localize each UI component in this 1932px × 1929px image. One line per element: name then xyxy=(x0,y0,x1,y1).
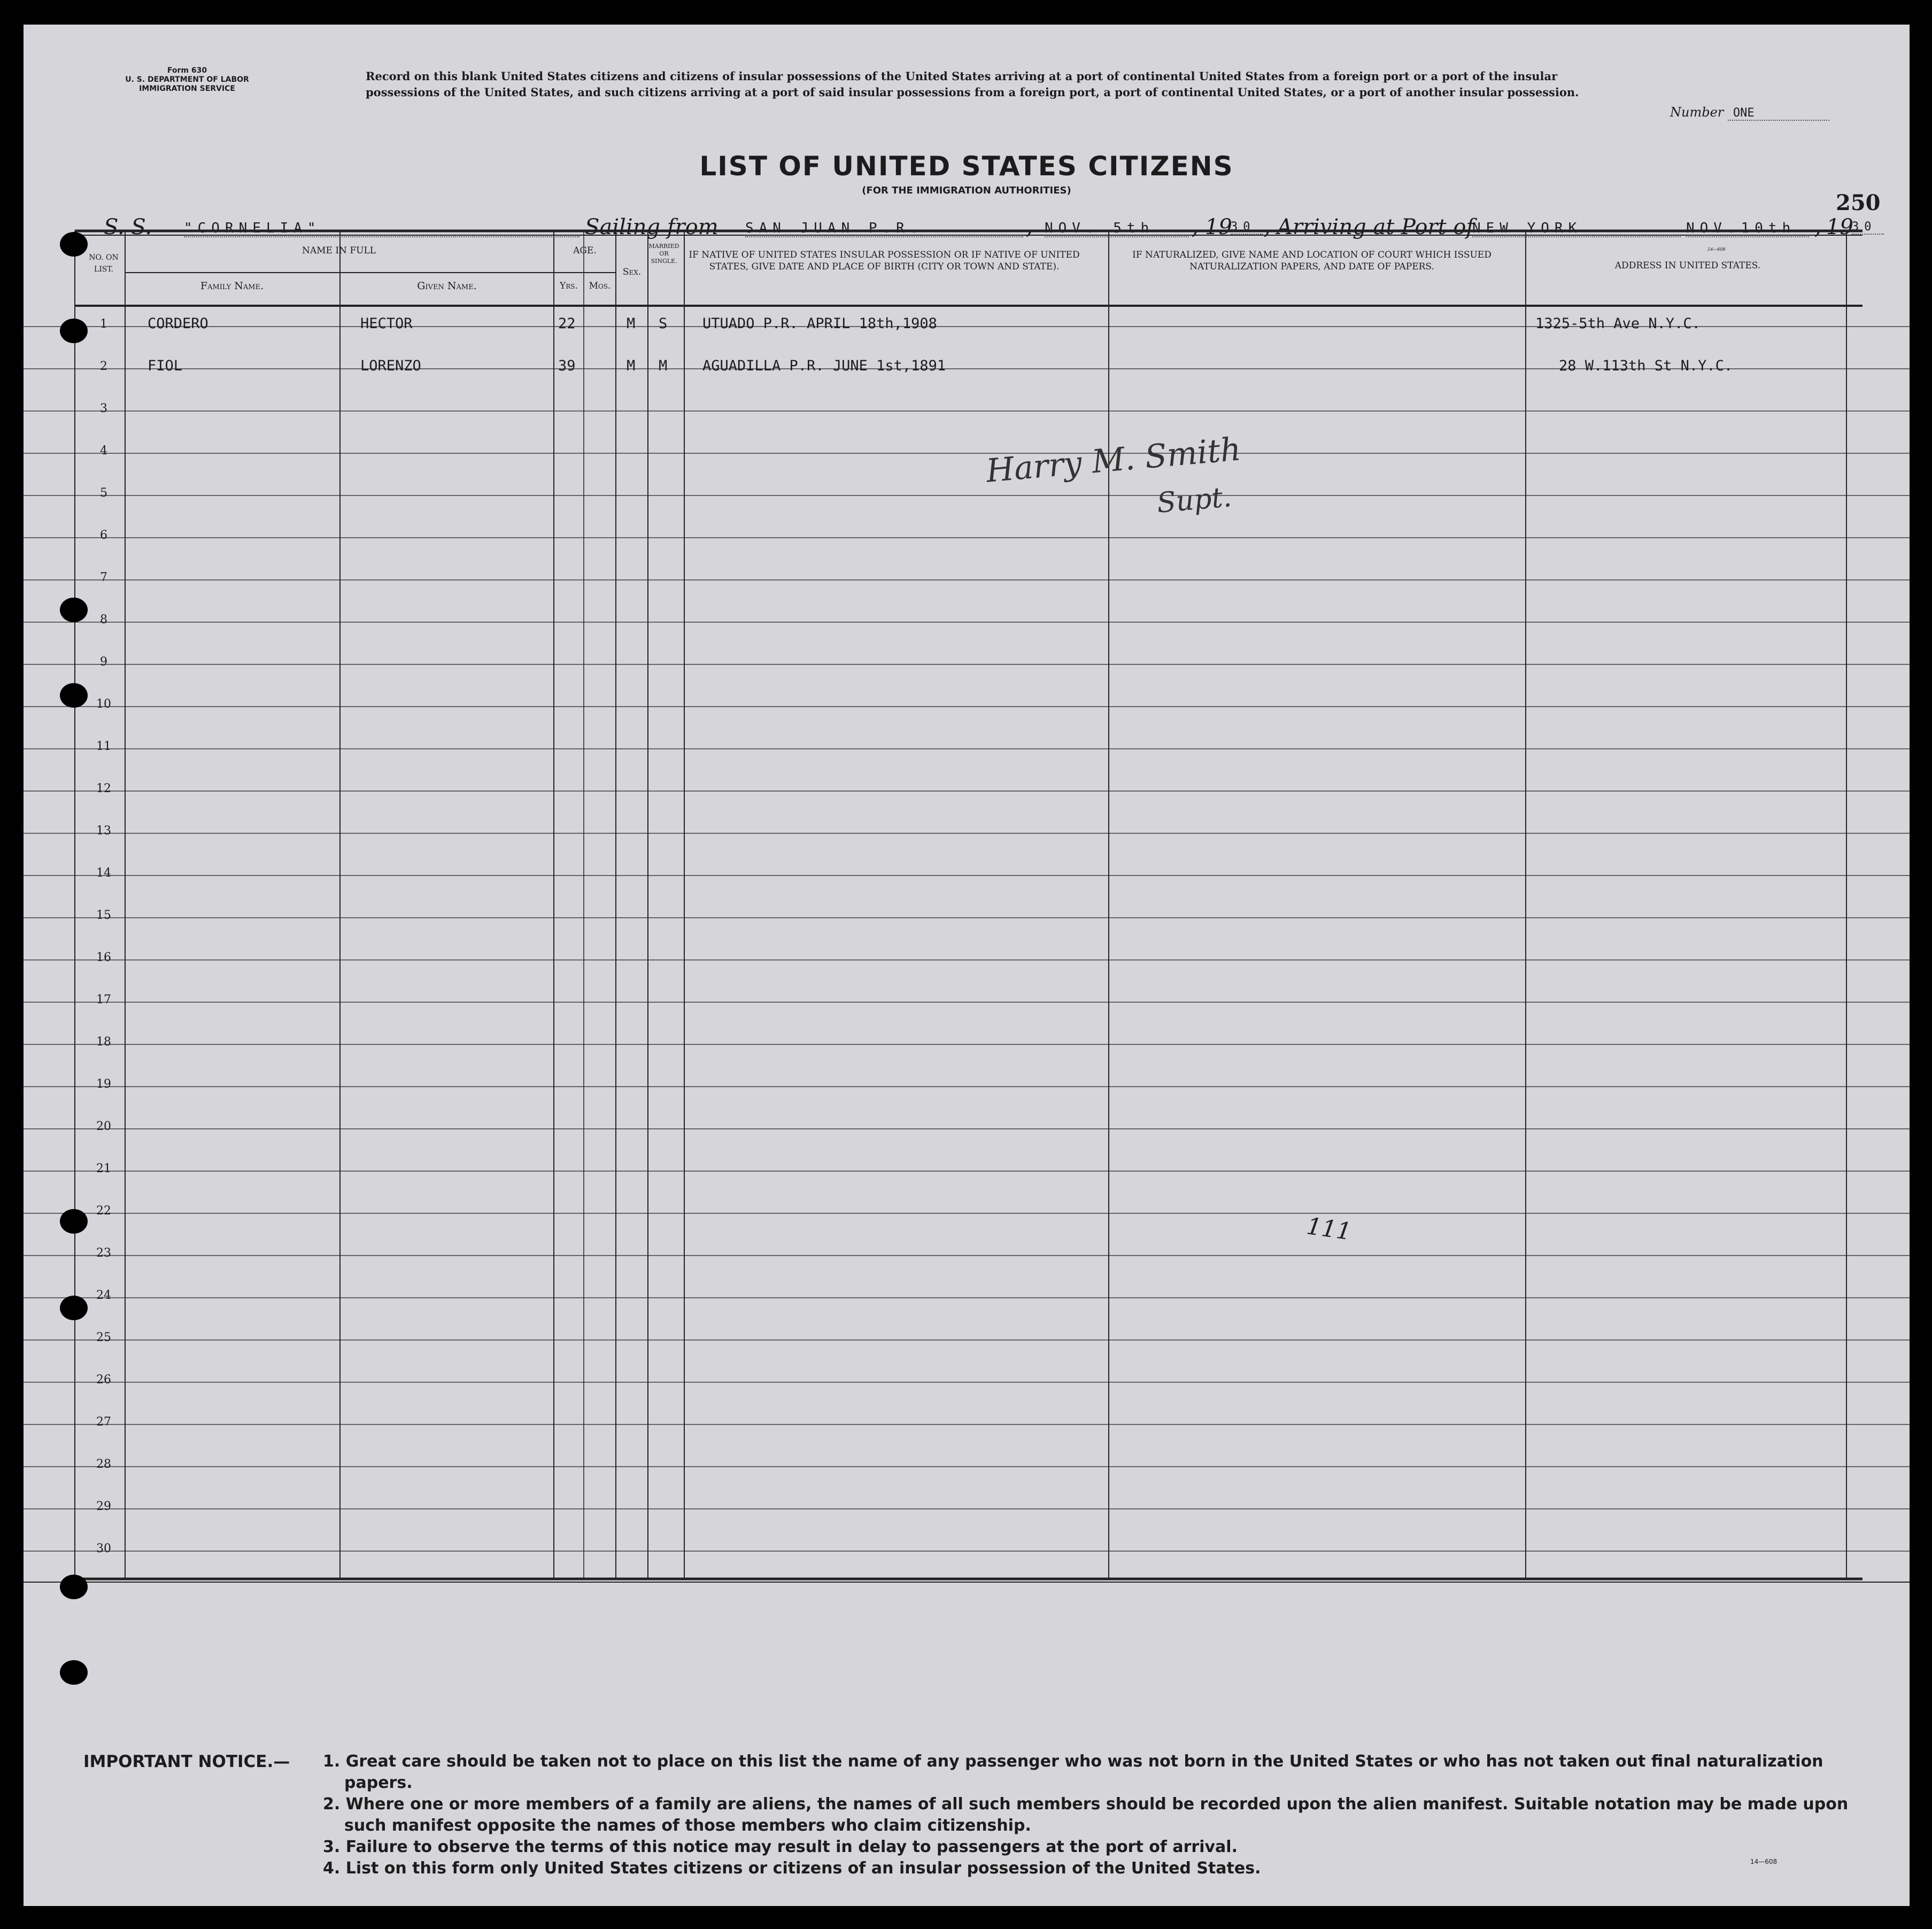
row-number: 18 xyxy=(96,1035,111,1049)
arriving-year: 30 xyxy=(1852,220,1884,235)
notice-label: IMPORTANT NOTICE.— xyxy=(83,1752,290,1771)
row-number: 21 xyxy=(96,1162,111,1175)
notice-item: 2. Where one or more members of a family are aliens, the names of all such members should be recorded upon the alien manifest. Suitable notation may be made upon such manifest opposite the names of those members who claim citizenship. xyxy=(323,1795,1849,1835)
row-number: 26 xyxy=(96,1373,111,1386)
table-grid xyxy=(24,25,1910,1906)
row-number: 29 xyxy=(96,1500,111,1513)
col-given-name: Given Name. xyxy=(417,280,477,292)
col-birth: IF NATIVE OF UNITED STATES INSULAR POSSESSION OR IF NATIVE OF UNITED STATES, GIVE DATE AND PLACE OF BIRTH (CITY OR TOWN AND STATE). xyxy=(689,250,1080,272)
binder-hole xyxy=(60,1660,88,1685)
row-number: 25 xyxy=(96,1331,111,1344)
manifest-sheet xyxy=(24,25,1910,1906)
binder-hole xyxy=(60,598,88,622)
row-number: 6 xyxy=(100,529,107,542)
row-number: 24 xyxy=(96,1289,111,1302)
signature-title: Supt. xyxy=(1155,481,1233,520)
list-number-label: Number xyxy=(1670,105,1724,120)
age-years-cell: 22 xyxy=(558,315,576,332)
row-number: 27 xyxy=(96,1415,111,1429)
service-name: IMMIGRATION SERVICE xyxy=(139,84,235,93)
col-address: ADDRESS IN UNITED STATES. xyxy=(1614,260,1761,271)
row-number: 2 xyxy=(100,360,107,373)
notice-item: 4. List on this form only United States citizens or citizens of an insular possession of the United States. xyxy=(323,1859,1261,1878)
birth-place-cell: UTUADO P.R. APRIL 18th,1908 xyxy=(702,315,937,332)
col-married-single: MARRIED OR SINGLE. xyxy=(648,243,679,265)
form-code: 14—608 xyxy=(1750,1858,1778,1865)
address-cell: 28 W.113th St N.Y.C. xyxy=(1559,358,1733,374)
col-naturalized: IF NATURALIZED, GIVE NAME AND LOCATION OF COURT WHICH ISSUED NATURALIZATION PAPERS, AND DATE OF PAPERS. xyxy=(1132,250,1491,272)
binder-hole xyxy=(60,319,88,343)
row-number: 5 xyxy=(100,486,107,500)
row-number: 19 xyxy=(96,1078,111,1091)
row-number: 1 xyxy=(100,317,107,331)
given-name-cell: HECTOR xyxy=(360,315,413,332)
row-number: 16 xyxy=(96,951,111,964)
row-number: 9 xyxy=(100,655,107,669)
notice-item: 3. Failure to observe the terms of this notice may result in delay to passengers at the port of arrival. xyxy=(323,1838,1238,1856)
sailing-label: Sailing from xyxy=(585,215,718,239)
stamp-number: 111 xyxy=(1304,1212,1354,1246)
form-number: Form 630 xyxy=(167,66,207,75)
notice-item: 1. Great care should be taken not to place on this list the name of any passenger who was not born in the United States or who has not taken out final naturalization papers. xyxy=(323,1752,1823,1792)
col-no: NO. ON LIST. xyxy=(89,253,119,274)
col-family-name: Family Name. xyxy=(200,280,264,292)
notice-items xyxy=(323,1751,1873,1879)
binder-hole xyxy=(60,1296,88,1320)
binder-hole xyxy=(60,1575,88,1599)
col-sex: Sex. xyxy=(622,267,642,277)
ship-name: "CORNELIA" xyxy=(184,220,579,237)
sex-cell: M xyxy=(627,315,636,332)
row-number: 15 xyxy=(96,909,111,922)
ss-label: S. S. xyxy=(104,215,152,239)
row-number: 3 xyxy=(100,402,107,415)
sailing-year-prefix: 19 xyxy=(1205,215,1232,239)
col-name-in-full: NAME IN FULL xyxy=(302,245,376,256)
binder-hole xyxy=(60,683,88,708)
age-years-cell: 39 xyxy=(558,358,576,374)
row-number: 4 xyxy=(100,444,107,458)
binder-hole xyxy=(60,1209,88,1234)
row-number: 14 xyxy=(96,866,111,880)
print-code: 14—608 xyxy=(1707,247,1726,252)
row-number: 23 xyxy=(96,1246,111,1260)
arriving-label: Arriving at Port of xyxy=(1277,215,1474,239)
row-number: 30 xyxy=(96,1542,111,1555)
page-title: LIST OF UNITED STATES CITIZENS xyxy=(699,151,1234,182)
sailing-port: SAN JUAN P.R. xyxy=(745,220,1023,237)
row-number: 28 xyxy=(96,1458,111,1471)
page-subtitle: (FOR THE IMMIGRATION AUTHORITIES) xyxy=(862,185,1071,196)
row-number: 20 xyxy=(96,1120,111,1133)
family-name-cell: FIOL xyxy=(148,358,183,374)
page-number: 250 xyxy=(1836,190,1881,215)
row-number: 11 xyxy=(96,740,111,753)
row-number: 22 xyxy=(96,1204,111,1218)
binder-hole xyxy=(60,232,88,257)
voyage-line: S. S. "CORNELIA" Sailing from SAN JUAN P.R. , NOV. 5th , 19 30 , Arriving at Port of NEW YORK NOV.10th , 19 30 14—608 xyxy=(104,215,1841,245)
address-cell: 1325-5th Ave N.Y.C. xyxy=(1535,315,1701,332)
marital-status-cell: M xyxy=(659,358,668,374)
col-mos: Mos. xyxy=(589,281,611,291)
sailing-date: NOV. 5th xyxy=(1045,220,1189,237)
signature-name: Harry M. Smith xyxy=(984,430,1243,490)
arriving-port: NEW YORK xyxy=(1472,220,1681,237)
row-number: 8 xyxy=(100,613,107,626)
arriving-date: NOV.10th xyxy=(1686,220,1809,237)
row-number: 10 xyxy=(96,698,111,711)
given-name-cell: LORENZO xyxy=(360,358,421,374)
family-name-cell: CORDERO xyxy=(148,315,208,332)
marital-status-cell: S xyxy=(659,315,668,332)
birth-place-cell: AGUADILLA P.R. JUNE 1st,1891 xyxy=(702,358,946,374)
row-number: 17 xyxy=(96,993,111,1006)
col-age: AGE. xyxy=(573,245,597,256)
row-number: 13 xyxy=(96,824,111,838)
sex-cell: M xyxy=(627,358,636,374)
list-number-value: ONE xyxy=(1728,106,1829,121)
sailing-year: 30 xyxy=(1231,220,1263,235)
instructions-text: Record on this blank United States citizens and citizens of insular possessions of the United States arriving at a port of continental United States from a foreign port or a port of the insular possessions of the United States, and such citizens arriving at a port of said insular possessions from a foreign port, a port of continental United States, or a port of another insular possession. xyxy=(366,69,1579,99)
row-number: 12 xyxy=(96,782,111,795)
row-number: 7 xyxy=(100,571,107,584)
col-yrs: Yrs. xyxy=(560,281,578,291)
arriving-year-prefix: 19 xyxy=(1826,215,1853,239)
department-name: U. S. DEPARTMENT OF LABOR xyxy=(125,75,249,84)
